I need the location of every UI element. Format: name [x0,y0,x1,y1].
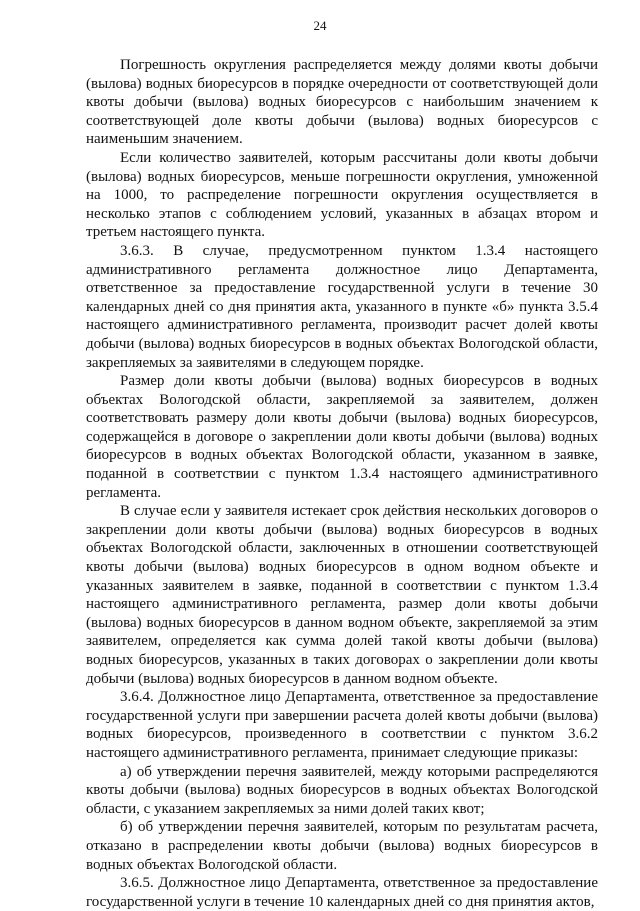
paragraph: б) об утверждении перечня заявителей, которым по результатам расчета, отказано в распределении квоты добычи (вылова) водных биоресурсов в водных объектах Вологодской области. [86,819,598,873]
page-number: 24 [313,18,327,33]
paragraph: Размер доли квоты добычи (вылова) водных биоресурсов в водных объектах Вологодской области, закрепляемой за заявителем, должен соответствовать размеру доли квоты добычи (вылова) водных биоресурсов, содержащейся в договоре о закреплении доли квоты добычи (вылова) водных биоресурсов в водных объектах Вологодской области, указанном в заявке, поданной в соответствии с пунктом 1.3.4 настоящего административного регламента. [86,373,598,501]
paragraph: а) об утверждении перечня заявителей, между которыми распределяются квоты добычи (вылова) водных биоресурсов в водных объектах Вологодской области, с указанием закрепляемых за ними долей таких квот; [86,763,598,817]
paragraph: В случае если у заявителя истекает срок действия нескольких договоров о закреплении доли квоты добычи (вылова) водных биоресурсов в водных объектах Вологодской области, заключенных в отношении соответствующей квоты добычи (вылова) водных биоресурсов в одном водном объекте и указанных заявителем в заявке, поданной в соответствии с пунктом 1.3.4 настоящего административного регламента, размер доли квоты добычи (вылова) водных биоресурсов в данном водном объекте, закрепляемой за этим заявителем, определяется как сумма долей такой квоты добычи (вылова) водных биоресурсов, указанных в таких договорах о закреплении доли квоты добычи (вылова) водных биоресурсов в данном водном объекте. [86,503,598,687]
paragraph: Погрешность округления распределяется между долями квоты добычи (вылова) водных биоресурсов в порядке очередности от соответствующей доли квоты добычи (вылова) водных биоресурсов с наибольшим значением к соответствующей доле квоты добычи (вылова) водных биоресурсов с наименьшим значением. [86,57,598,148]
document-body [86,56,598,911]
paragraph: 3.6.3. В случае, предусмотренном пунктом 1.3.4 настоящего административного регламента должностное лицо Департамента, ответственное за предоставление государственной услуги в течение 30 календарных дней со дня принятия акта, указанного в пункте «б» пункта 3.5.4 настоящего административного регламента, производит расчет долей квоты добычи (вылова) водных биоресурсов в водных объектах Вологодской области, закрепляемых за заявителями в следующем порядке. [86,242,598,371]
paragraph: 3.6.4. Должностное лицо Департамента, ответственное за предоставление государственной услуги при завершении расчета долей квоты добычи (вылова) водных биоресурсов, произведенного в соответствии с пунктом 3.6.2 настоящего административного регламента, принимает следующие приказы: [86,689,598,761]
paragraph: Если количество заявителей, которым рассчитаны доли квоты добычи (вылова) водных биоресурсов, меньше погрешности округления, умноженной на 1000, то распределение погрешности округления осуществляется в несколько этапов с соблюдением условий, указанных в абзацах втором и третьем настоящего пункта. [86,149,598,241]
paragraph: 3.6.5. Должностное лицо Департамента, ответственное за предоставление государственной услуги в течение 10 календарных дней со дня принятия актов, [86,875,598,910]
